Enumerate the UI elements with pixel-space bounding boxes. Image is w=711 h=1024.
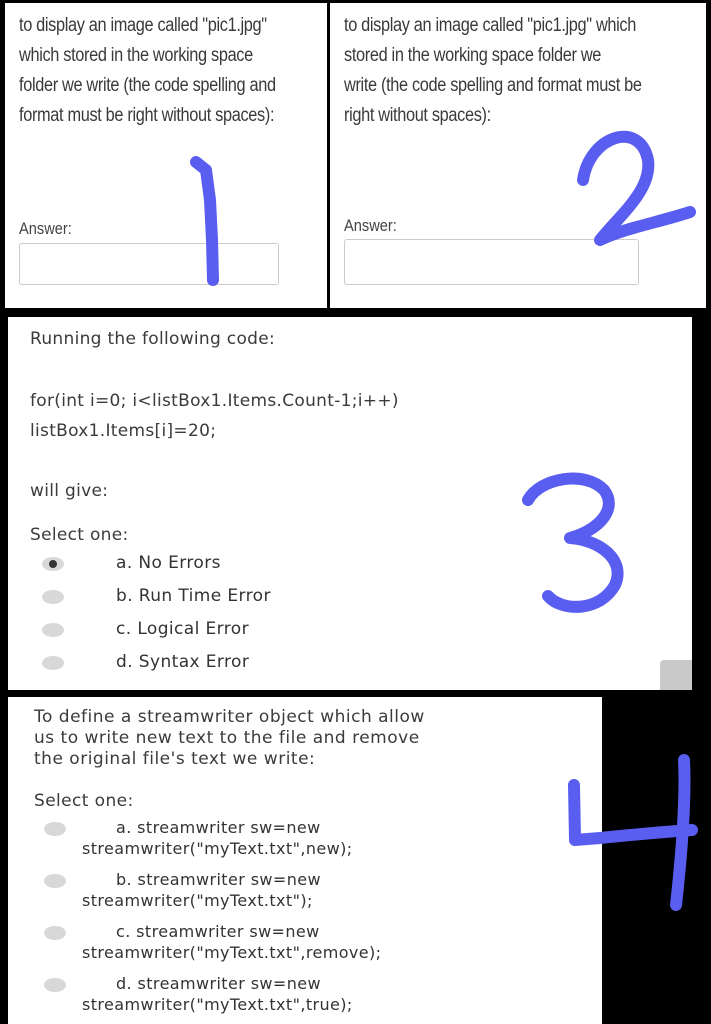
question-1-panel (5, 3, 327, 308)
question-1-line: to display an image called "pic1.jpg" (19, 15, 267, 36)
select-one-label: Select one: (30, 525, 129, 545)
question-3-heading: Running the following code: (30, 329, 276, 349)
option-d-radio[interactable] (44, 978, 66, 992)
option-line: d. streamwriter sw=new (116, 974, 321, 993)
option-line: b. streamwriter sw=new (116, 870, 321, 889)
option-c-label[interactable] (82, 921, 381, 963)
question-4-line: the original file's text we write: (34, 749, 316, 769)
option-d-radio[interactable] (42, 656, 64, 670)
option-line: streamwriter("myText.txt",new); (82, 839, 353, 858)
option-a-label[interactable] (82, 817, 353, 859)
question-2-line: write (the code spelling and format must be (344, 75, 642, 96)
option-d-label[interactable] (82, 973, 353, 1015)
scroll-top-button[interactable] (660, 660, 692, 690)
option-line: c. streamwriter sw=new (116, 922, 320, 941)
select-one-label: Select one: (34, 791, 134, 811)
code-line: listBox1.Items[i]=20; (30, 421, 217, 441)
option-b-label[interactable] (82, 869, 321, 911)
question-4-panel (8, 697, 602, 1024)
handwritten-number-4 (676, 760, 684, 905)
option-a-radio[interactable] (44, 822, 66, 836)
question-1-text (19, 11, 327, 131)
question-1-line: which stored in the working space (19, 45, 253, 66)
option-line: streamwriter("myText.txt",true); (82, 995, 353, 1014)
code-line: for(int i=0; i<listBox1.Items.Count-1;i++) (30, 391, 399, 411)
question-2-line: stored in the working space folder we (344, 45, 602, 66)
option-c-label[interactable]: c. Logical Error (116, 619, 249, 639)
question-4-line: To define a streamwriter object which allow (34, 707, 425, 727)
question-1-line: format must be right without spaces): (19, 105, 275, 126)
option-c-radio[interactable] (42, 623, 64, 637)
question-2-line: right without spaces): (344, 105, 491, 126)
option-b-label[interactable]: b. Run Time Error (116, 586, 271, 606)
option-line: streamwriter("myText.txt"); (82, 891, 313, 910)
answer-input[interactable] (344, 239, 639, 285)
option-line: streamwriter("myText.txt",remove); (82, 943, 382, 962)
will-give-text: will give: (30, 481, 109, 501)
question-2-panel (330, 3, 706, 308)
answer-input[interactable] (19, 243, 279, 285)
answer-label: Answer: (344, 216, 397, 235)
question-2-line: to display an image called "pic1.jpg" which (344, 15, 637, 36)
question-1-line: folder we write (the code spelling and (19, 75, 276, 96)
question-4-text (34, 707, 425, 770)
question-4-line: us to write new text to the file and remove (34, 728, 420, 748)
question-2-text (344, 11, 705, 131)
option-line: a. streamwriter sw=new (116, 818, 321, 837)
option-b-radio[interactable] (44, 874, 66, 888)
option-b-radio[interactable] (42, 590, 64, 604)
option-a-radio[interactable] (42, 557, 64, 571)
answer-label: Answer: (19, 219, 72, 238)
option-d-label[interactable]: d. Syntax Error (116, 652, 250, 672)
option-c-radio[interactable] (44, 926, 66, 940)
question-3-panel (8, 317, 692, 690)
option-a-label[interactable]: a. No Errors (116, 553, 221, 573)
